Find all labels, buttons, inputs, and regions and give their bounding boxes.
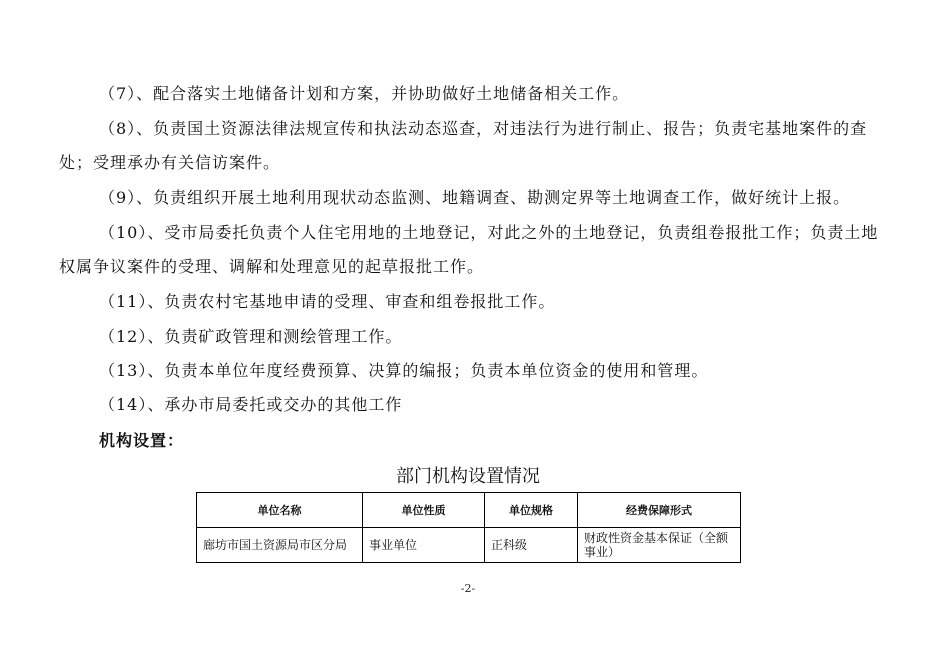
header-unit-nature: 单位性质 <box>363 493 485 528</box>
header-unit-level: 单位规格 <box>485 493 578 528</box>
duty-item-7: （7）、配合落实土地储备计划和方案，并协助做好土地储备相关工作。 <box>99 84 630 103</box>
header-funding-form: 经费保障形式 <box>578 493 741 528</box>
duty-item-12: （12）、负责矿政管理和测绘管理工作。 <box>99 327 403 346</box>
duty-item-11: （11）、负责农村宅基地申请的受理、审查和组卷报批工作。 <box>99 292 556 311</box>
table-header-row <box>197 493 741 528</box>
section-heading-org: 机构设置： <box>99 431 185 450</box>
cell-unit-name: 廊坊市国土资源局市区分局 <box>197 528 363 563</box>
cell-unit-nature: 事业单位 <box>363 528 485 563</box>
cell-funding-form: 财政性资金基本保证（全额事业） <box>578 528 741 563</box>
duty-item-10: （10）、受市局委托负责个人住宅用地的土地登记，对此之外的土地登记，负责组卷报批工作；负责土地权属争议案件的受理、调解和处理意见的起草报批工作。 <box>59 223 879 276</box>
duty-item-9: （9）、负责组织开展土地利用现状动态监测、地籍调查、勘测定界等土地调查工作，做好统计上报。 <box>99 188 851 207</box>
duty-item-8: （8）、负责国土资源法律法规宣传和执法动态巡查，对违法行为进行制止、报告；负责宅基地案件的查处；受理承办有关信访案件。 <box>59 119 868 172</box>
page-number: -2- <box>460 582 476 595</box>
table-title: 部门机构设置情况 <box>396 466 540 487</box>
table-row <box>197 528 741 563</box>
duty-item-13: （13）、负责本单位年度经费预算、决算的编报；负责本单位资金的使用和管理。 <box>99 361 709 380</box>
header-unit-name: 单位名称 <box>197 493 363 528</box>
cell-unit-level: 正科级 <box>485 528 578 563</box>
duty-item-14: （14）、承办市局委托或交办的其他工作 <box>99 395 403 414</box>
org-table <box>196 492 741 563</box>
